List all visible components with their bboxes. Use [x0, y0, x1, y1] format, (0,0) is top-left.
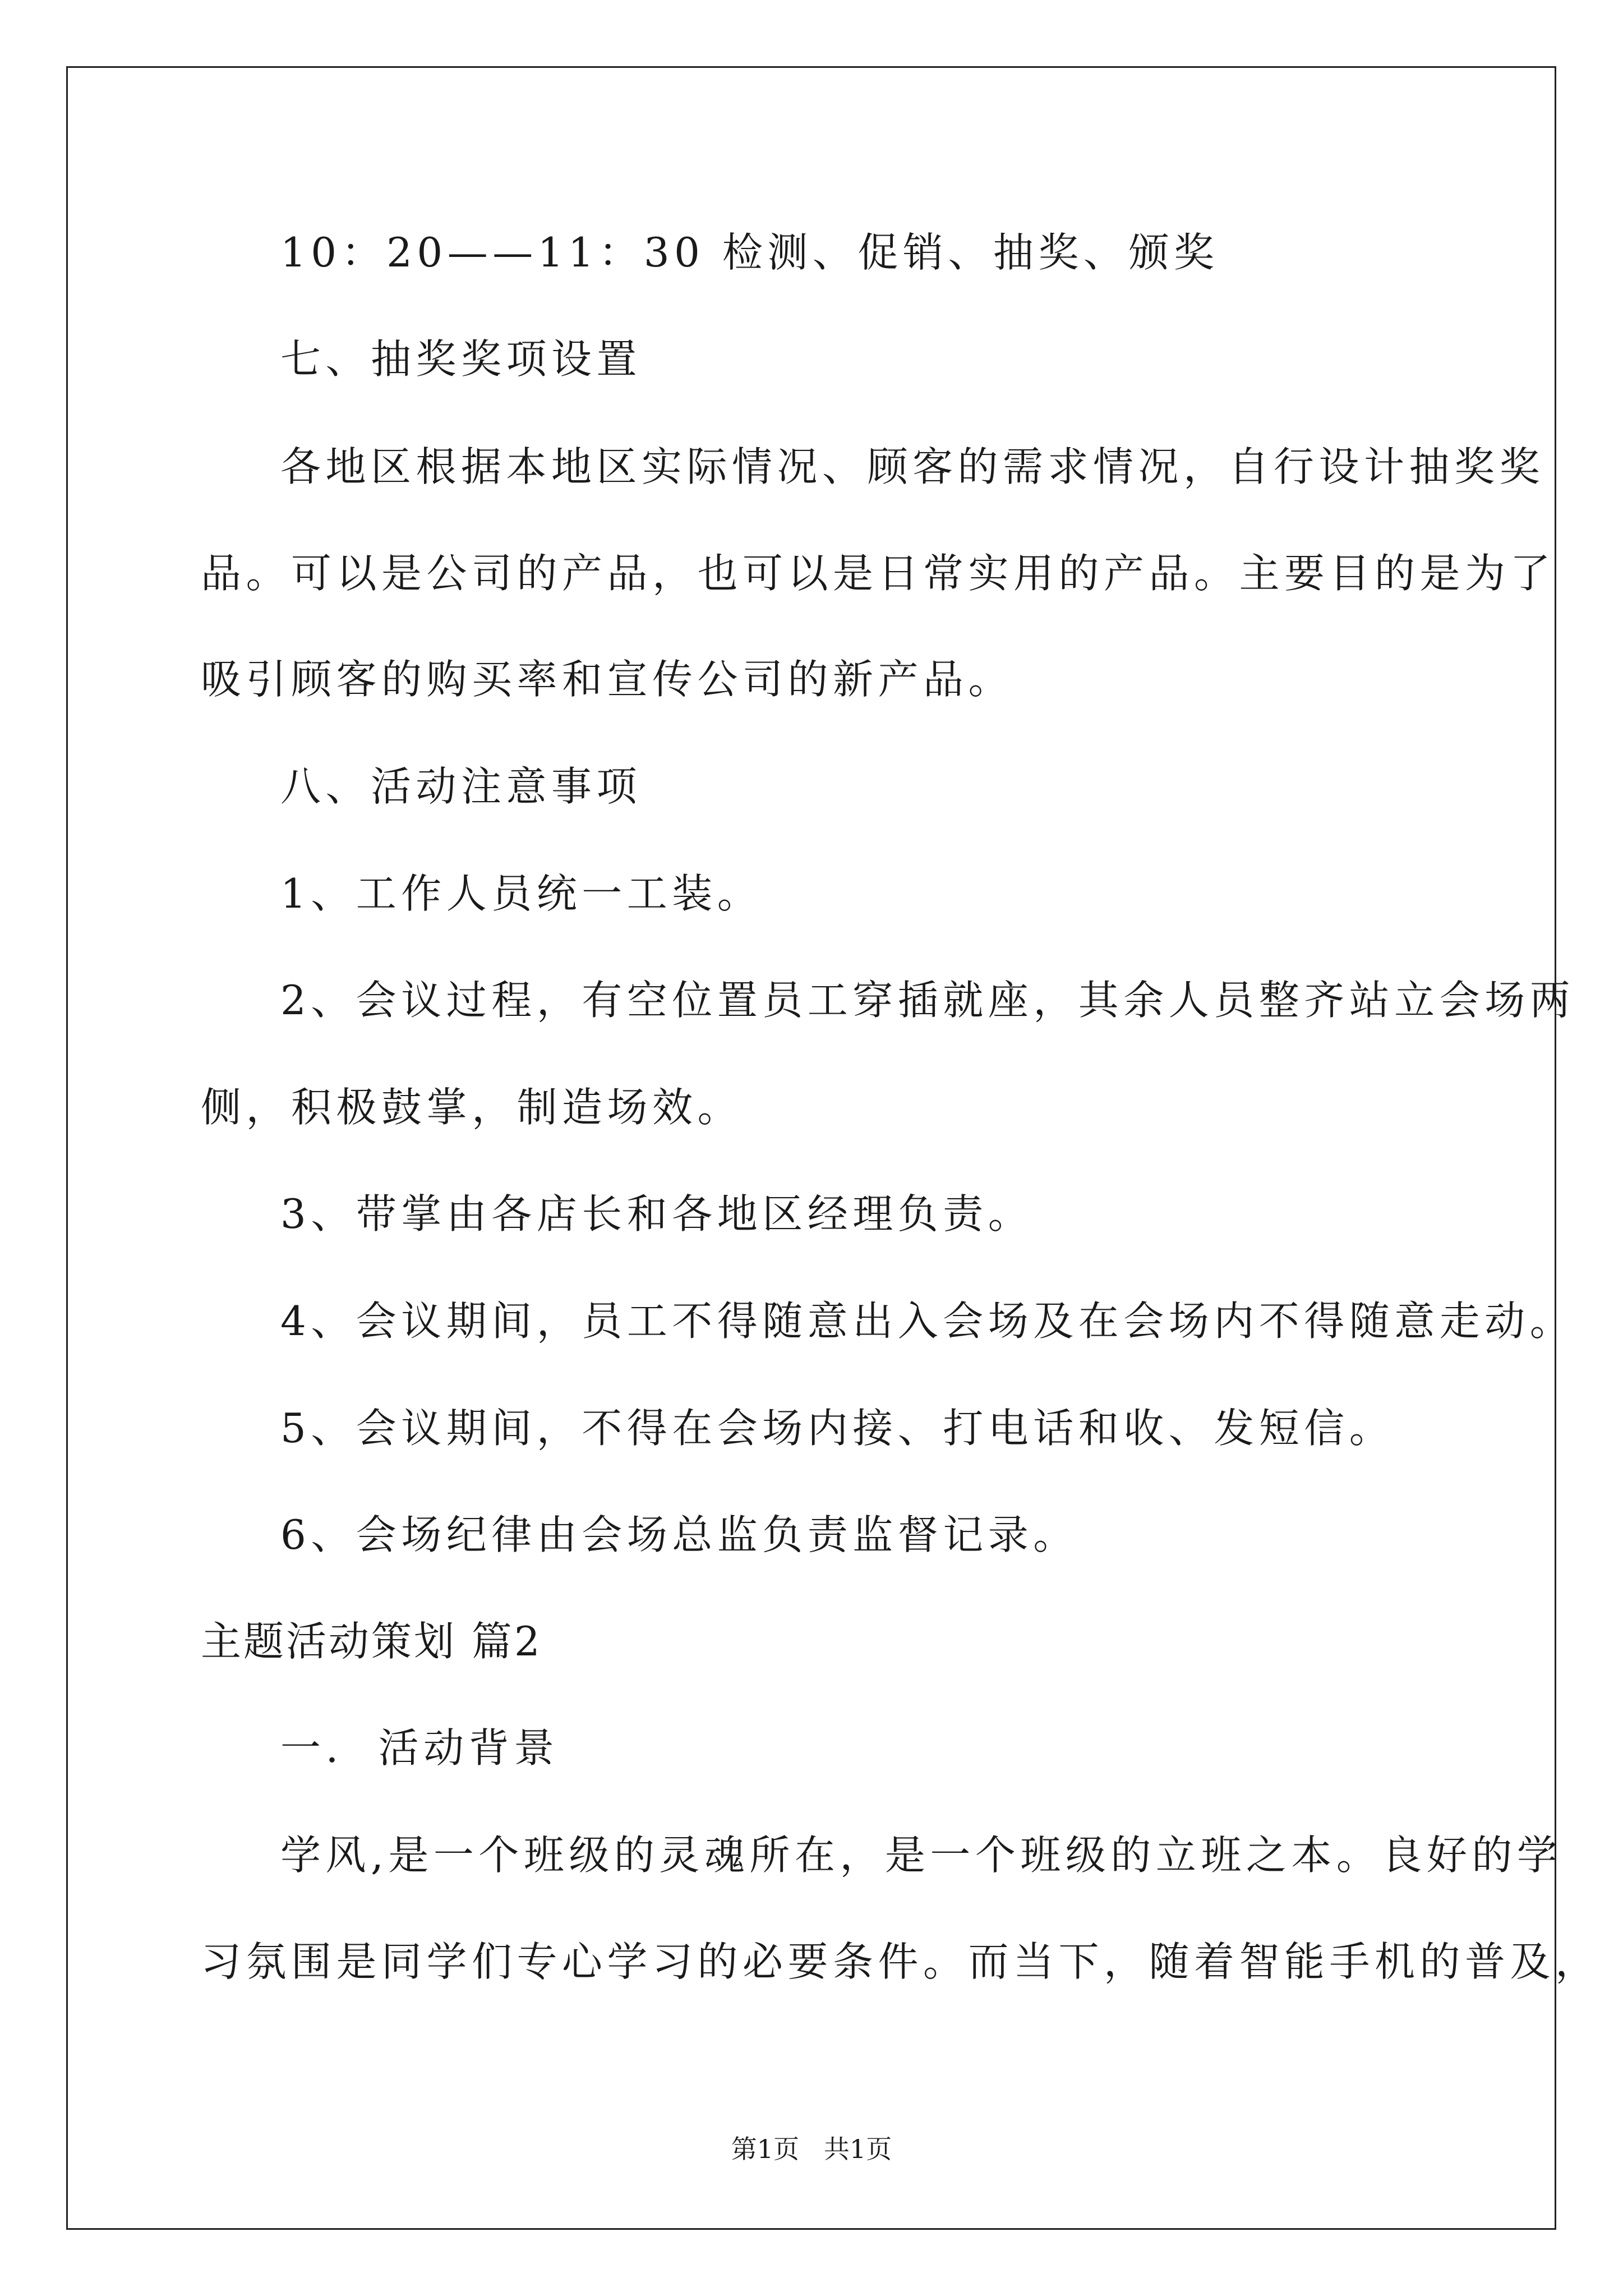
- section-heading-7: 七、抽奖奖项设置: [280, 335, 642, 383]
- page-number-footer: 第1页 共1页: [731, 2134, 892, 2164]
- section-heading-1: 一. 活动背景: [280, 1724, 559, 1772]
- schedule-line: 10：20——11：30 检测、促销、抽奖、颁奖: [280, 229, 1219, 276]
- paragraph-line: 各地区根据本地区实际情况、顾客的需求情况，自行设计抽奖奖: [280, 443, 1545, 490]
- paragraph-line: 学风,是一个班级的灵魂所在，是一个班级的立班之本。良好的学: [280, 1832, 1562, 1879]
- list-item: 5、会议期间，不得在会场内接、打电话和收、发短信。: [280, 1405, 1395, 1452]
- list-item: 2、会议过程，有空位置员工穿插就座，其余人员整齐站立会场两: [280, 977, 1575, 1024]
- list-item: 6、会场纪律由会场总监负责监督记录。: [280, 1511, 1078, 1558]
- list-item: 4、会议期间，员工不得随意出入会场及在会场内不得随意走动。: [280, 1297, 1575, 1345]
- paragraph-line: 吸引顾客的购买率和宣传公司的新产品。: [201, 656, 1014, 703]
- article-title: 主题活动策划 篇2: [201, 1618, 542, 1665]
- section-heading-8: 八、活动注意事项: [280, 763, 642, 810]
- paragraph-line: 品。可以是公司的产品，也可以是日常实用的产品。主要目的是为了: [201, 550, 1556, 597]
- list-item-continuation: 侧，积极鼓掌，制造场效。: [201, 1084, 743, 1131]
- list-item: 3、带掌由各店长和各地区经理负责。: [280, 1190, 1034, 1237]
- list-item: 1、工作人员统一工装。: [280, 870, 763, 917]
- paragraph-line: 习氛围是同学们专心学习的必要条件。而当下，随着智能手机的普及，: [201, 1938, 1601, 1985]
- page-border: [66, 66, 1556, 2230]
